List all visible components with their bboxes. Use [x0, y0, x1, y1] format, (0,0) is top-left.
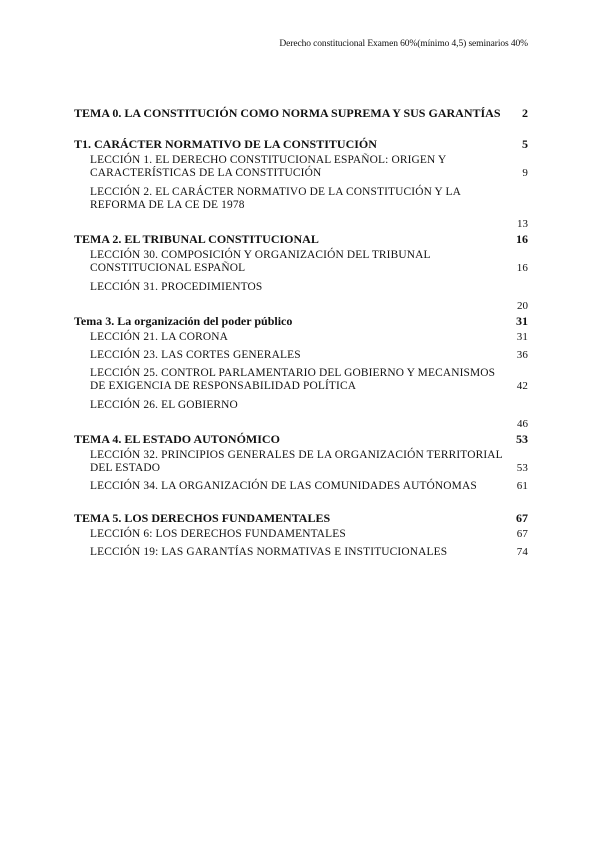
- toc-lesson[interactable]: [74, 249, 528, 275]
- toc-lesson[interactable]: [74, 349, 528, 362]
- toc-lesson-title: LECCIÓN 6: LOS DERECHOS FUNDAMENTALES: [90, 528, 346, 540]
- toc-lesson-title: LECCIÓN 1. EL DERECHO CONSTITUCIONAL ESPAÑOL: ORIGEN Y CARACTERÍSTICAS DE LA CONSTITUCIÓN: [90, 154, 446, 179]
- toc-lesson-title: LECCIÓN 21. LA CORONA: [90, 331, 228, 343]
- toc-lesson-title: LECCIÓN 34. LA ORGANIZACIÓN DE LAS COMUNIDADES AUTÓNOMAS: [90, 480, 477, 492]
- toc-lesson[interactable]: [74, 449, 528, 475]
- toc-lesson-title: LECCIÓN 30. COMPOSICIÓN Y ORGANIZACIÓN DEL TRIBUNAL CONSTITUCIONAL ESPAÑOL: [90, 249, 431, 274]
- toc-page-number: 67: [516, 528, 528, 540]
- toc-page-number: 20: [517, 300, 528, 312]
- toc-lesson-title: LECCIÓN 25. CONTROL PARLAMENTARIO DEL GOBIERNO Y MECANISMOS DE EXIGENCIA DE RESPONSABILIDAD POLÍTICA: [90, 367, 496, 392]
- toc-lesson[interactable]: [74, 528, 528, 541]
- toc-page-number: 2: [522, 106, 528, 120]
- toc-page-number: 13: [517, 218, 528, 230]
- toc-lesson[interactable]: [74, 331, 528, 344]
- toc-tema-4[interactable]: [74, 432, 528, 446]
- toc-page-number: 61: [516, 480, 528, 492]
- toc-tema-title: T1. CARÁCTER NORMATIVO DE LA CONSTITUCIÓN: [74, 137, 377, 151]
- toc-lesson[interactable]: [74, 399, 528, 412]
- toc-tema-1[interactable]: [74, 137, 528, 151]
- toc-page-number: 74: [516, 546, 528, 558]
- toc-lesson-title: LECCIÓN 26. EL GOBIERNO: [90, 399, 238, 411]
- toc-lesson-title: LECCIÓN 19: LAS GARANTÍAS NORMATIVAS E INSTITUCIONALES: [90, 546, 448, 558]
- toc-page-number: 5: [522, 137, 528, 151]
- toc-tema-title: TEMA 0. LA CONSTITUCIÓN COMO NORMA SUPREMA Y SUS GARANTÍAS: [74, 106, 501, 120]
- toc-lesson[interactable]: [74, 480, 528, 493]
- toc-tema-title: TEMA 5. LOS DERECHOS FUNDAMENTALES: [74, 511, 331, 525]
- toc-lesson[interactable]: [74, 281, 528, 294]
- toc-page-number: 53: [516, 432, 528, 446]
- toc-page-number: 42: [516, 380, 528, 392]
- toc-lesson[interactable]: [74, 367, 528, 393]
- toc-lesson-title: LECCIÓN 2. EL CARÁCTER NORMATIVO DE LA CONSTITUCIÓN Y LA REFORMA DE LA CE DE 1978: [90, 186, 461, 211]
- toc-page-number: 53: [516, 462, 528, 474]
- toc-page-number: 67: [516, 511, 528, 525]
- toc-tema-3[interactable]: [74, 314, 528, 328]
- toc-page-number: 16: [516, 232, 528, 246]
- toc-page-number: 16: [516, 262, 528, 274]
- toc-lesson-title: LECCIÓN 32. PRINCIPIOS GENERALES DE LA ORGANIZACIÓN TERRITORIAL DEL ESTADO: [90, 449, 503, 474]
- page-header: Derecho constitucional Examen 60%(mínimo 4,5) seminarios 40%: [279, 39, 528, 49]
- toc-page-number: 9: [522, 167, 528, 179]
- toc-tema-title: TEMA 2. EL TRIBUNAL CONSTITUCIONAL: [74, 232, 319, 246]
- toc-page-number: 36: [516, 349, 528, 361]
- toc-tema-2[interactable]: [74, 232, 528, 246]
- toc-lesson[interactable]: [74, 546, 528, 559]
- toc-tema-title: TEMA 4. EL ESTADO AUTONÓMICO: [74, 432, 280, 446]
- toc-lesson-title: LECCIÓN 31. PROCEDIMIENTOS: [90, 281, 263, 293]
- toc-tema-title: Tema 3. La organización del poder público: [74, 314, 293, 328]
- toc-lesson[interactable]: [74, 154, 528, 180]
- toc-lesson-title: LECCIÓN 23. LAS CORTES GENERALES: [90, 349, 301, 361]
- toc-page-number: 46: [517, 418, 528, 430]
- toc-page-number: 31: [516, 331, 528, 343]
- toc-tema-0[interactable]: [74, 106, 528, 120]
- toc-tema-5[interactable]: [74, 511, 528, 525]
- toc-lesson[interactable]: [74, 186, 528, 212]
- table-of-contents: [74, 106, 528, 559]
- toc-page-number: 31: [516, 314, 528, 328]
